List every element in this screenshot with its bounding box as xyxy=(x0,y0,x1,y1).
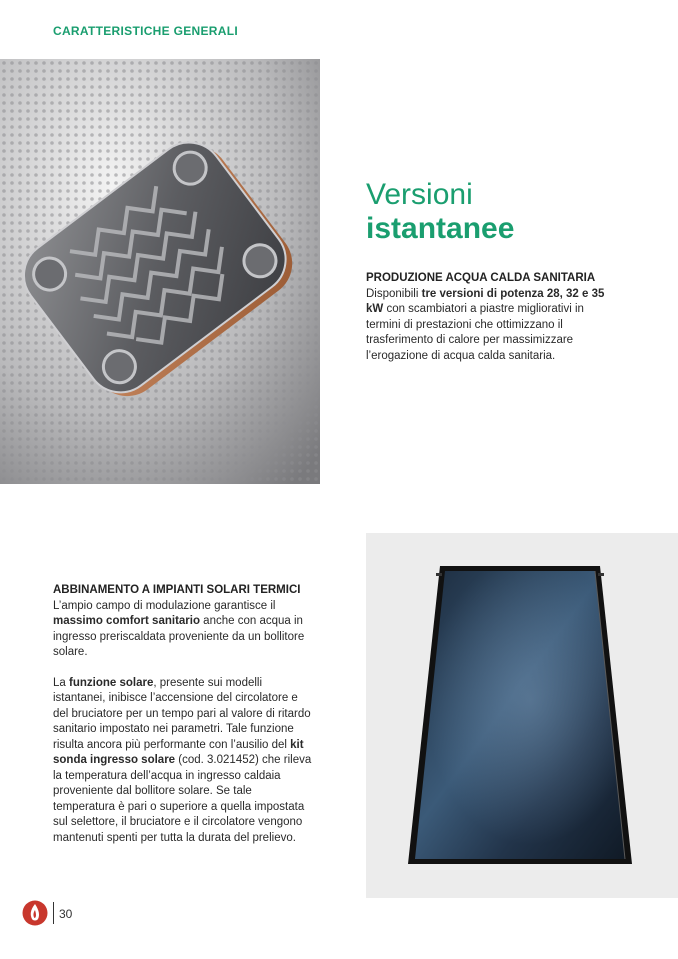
solar-paragraph-2: La funzione solare, presente sui modelli istantanei, inibisce l’accensione del circolatore e del bruciatore per un tempo pari al valore di ritardo sanitario impostato nei parametri. Tale funzione risulta ancora più performante con l’ausilio del kit sonda ingresso solare (cod. 3.021452) che rileva la temperatura dell’acqua in ingresso caldaia proveniente dal bollitore solare. Se tale temperatura è pari o superiore a quella impostata sul selettore, il bruciatore e il circolatore vengono mantenuti spenti per tutta la durata del prelievo. xyxy=(53,676,312,844)
solar-paragraph-1: L’ampio campo di modulazione garantisce il massimo comfort sanitario anche con acqua in ingresso preriscaldata proveniente da un bollitore solare. xyxy=(53,599,305,658)
hot-water-section xyxy=(366,271,616,364)
page-number: 30 xyxy=(59,907,73,921)
brand-logo-icon xyxy=(22,900,48,926)
section-title: CARATTERISTICHE GENERALI xyxy=(53,24,238,38)
title-line-1: Versioni xyxy=(366,178,473,211)
solar-heading: ABBINAMENTO A IMPIANTI SOLARI TERMICI xyxy=(53,584,301,596)
solar-section xyxy=(53,583,315,846)
title-line-2: istantanee xyxy=(366,212,515,245)
heat-exchanger-photo xyxy=(0,59,320,484)
solar-collector-photo xyxy=(366,533,678,898)
title-block xyxy=(366,178,514,246)
footer-divider xyxy=(53,902,54,924)
hot-water-text: Disponibili tre versioni di potenza 28, 32 e 35 kW con scambiatori a piastre migliorativi in termini di prestazioni che ottimizzano il trasferimento di calore per massimizzare l’erogazione di acqua calda sanitaria. xyxy=(366,287,605,362)
hot-water-heading: PRODUZIONE ACQUA CALDA SANITARIA xyxy=(366,272,596,284)
